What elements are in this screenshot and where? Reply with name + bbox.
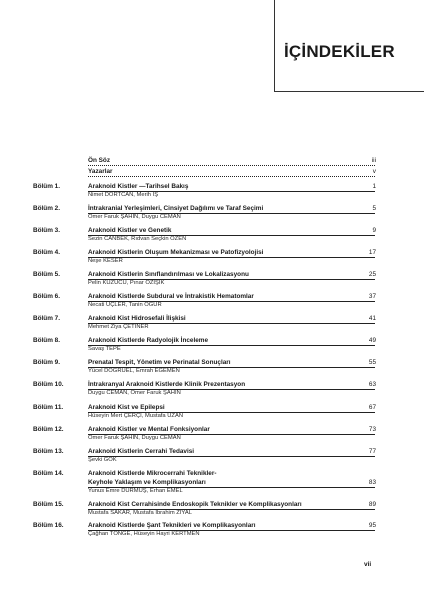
chapter-authors: Sezin CANBEK, Rıdvan Seçkin ÖZEN (88, 236, 187, 242)
chapter-authors: Duygu CEMAN, Ömer Faruk ŞAHİN (88, 390, 181, 396)
chapter-title: Araknoid Kistlerde Radyolojik İnceleme (88, 337, 375, 346)
chapter-label: Bölüm 3. (33, 227, 60, 234)
chapter-authors: Necati ÜÇLER, Tanin OĞUR (88, 302, 162, 308)
toc-page-number: 49 (368, 337, 376, 344)
toc-page-number: 1 (372, 183, 376, 190)
page-folio: vii (364, 561, 372, 568)
chapter-title-line-1: Araknoid Kistlerde Mikrocerrahi Teknikler- (88, 470, 217, 477)
page-title: İÇİNDEKİLER (284, 42, 395, 61)
chapter-title: Araknoid Kistlerde Subdural ve İntrakistik Hematomlar (88, 293, 375, 302)
chapter-label: Bölüm 6. (33, 293, 60, 300)
chapter-authors: Mustafa SAKAR, Mustafa İbrahim ZİYAL (88, 510, 192, 516)
toc-entry-title: Ön Söz (88, 157, 375, 166)
chapter-label: Bölüm 7. (33, 315, 60, 322)
chapter-title: İntrakranial Yerleşimleri, Cinsiyet Dağılımı ve Taraf Seçimi (88, 205, 375, 214)
chapter-label: Bölüm 9. (33, 359, 60, 366)
toc-page-number: iii (371, 157, 376, 164)
chapter-label: Bölüm 13. (33, 448, 64, 455)
chapter-label: Bölüm 5. (33, 271, 60, 278)
chapter-title: İntrakranyal Araknoid Kistlerde Klinik Prezentasyon (88, 381, 375, 390)
chapter-authors: Ömer Faruk ŞAHİN, Duygu CEMAN (88, 214, 181, 220)
toc-page-number: 55 (368, 359, 376, 366)
chapter-title: Prenatal Tespit, Yönetim ve Perinatal Sonuçları (88, 359, 375, 368)
chapter-title: Keyhole Yaklaşım ve Komplikasyonları (88, 479, 375, 488)
chapter-label: Bölüm 15. (33, 501, 64, 508)
toc-page-number: 89 (368, 501, 376, 508)
chapter-authors: Pelin KUZUCU, Pınar ÖZIŞIK (88, 280, 165, 286)
chapter-authors: Yunus Emre DURMUŞ, Erhan EMEL (88, 488, 183, 494)
toc-page-number: 83 (368, 479, 376, 486)
toc-page-number: 25 (368, 271, 376, 278)
chapter-label: Bölüm 1. (33, 183, 60, 190)
chapter-title: Araknoid Kistlerin Oluşum Mekanizması ve Patofizyolojisi (88, 249, 375, 258)
chapter-title: Araknoid Kistler ve Mental Fonksiyonlar (88, 426, 375, 435)
toc-page-number: v (372, 168, 376, 175)
chapter-title: Araknoid Kistlerin Sınıflandırılması ve Lokalizasyonu (88, 271, 375, 280)
chapter-authors: Savaş TEPE (88, 346, 121, 352)
chapter-authors: Yücel DOĞRUEL, Emrah EGEMEN (88, 368, 180, 374)
toc-page-number: 17 (368, 249, 376, 256)
toc-page-number: 67 (368, 404, 376, 411)
chapter-authors: Neşe KESER (88, 258, 123, 264)
chapter-authors: Şevki GÖK (88, 457, 117, 463)
chapter-label: Bölüm 12. (33, 426, 64, 433)
chapter-authors: Hüseyin Mert ÇERÇİ, Mustafa UZAN (88, 413, 184, 419)
toc-page-number: 73 (368, 426, 376, 433)
chapter-authors: Ömer Faruk ŞAHİN, Duygu CEMAN (88, 435, 181, 441)
chapter-label: Bölüm 14. (33, 470, 64, 477)
chapter-label: Bölüm 4. (33, 249, 60, 256)
chapter-title: Araknoid Kistlerin Cerrahi Tedavisi (88, 448, 375, 457)
toc-page-number: 5 (372, 205, 376, 212)
chapter-title: Araknoid Kistler —Tarihsel Bakış (88, 183, 375, 192)
chapter-label: Bölüm 8. (33, 337, 60, 344)
chapter-title: Araknoid Kist Hidrosefali İlişkisi (88, 315, 375, 324)
chapter-title: Araknoid Kistlerde Şant Teknikleri ve Komplikasyonları (88, 522, 375, 531)
chapter-authors: Çağhan TÖNGE, Hüseyin Hayri KERTMEN (88, 531, 200, 537)
chapter-label: Bölüm 11. (33, 404, 64, 411)
chapter-label: Bölüm 2. (33, 205, 60, 212)
chapter-label: Bölüm 16. (33, 522, 64, 529)
toc-page-number: 41 (368, 315, 376, 322)
toc-page-number: 37 (368, 293, 376, 300)
toc-page-number: 77 (368, 448, 376, 455)
chapter-title: Araknoid Kist Cerrahisinde Endoskopik Teknikler ve Komplikasyonları (88, 501, 375, 510)
chapter-authors: Nimet DÖRTCAN, Merih İŞ (88, 192, 159, 198)
chapter-title: Araknoid Kist ve Epilepsi (88, 404, 375, 413)
toc-page-number: 95 (368, 522, 376, 529)
toc-page-number: 9 (372, 227, 376, 234)
toc-entry-title: Yazarlar (88, 168, 375, 177)
toc-page-number: 63 (368, 381, 376, 388)
chapter-title: Araknoid Kistler ve Genetik (88, 227, 375, 236)
chapter-authors: Mehmet Ziya ÇETİNER (88, 324, 149, 330)
chapter-label: Bölüm 10. (33, 381, 64, 388)
